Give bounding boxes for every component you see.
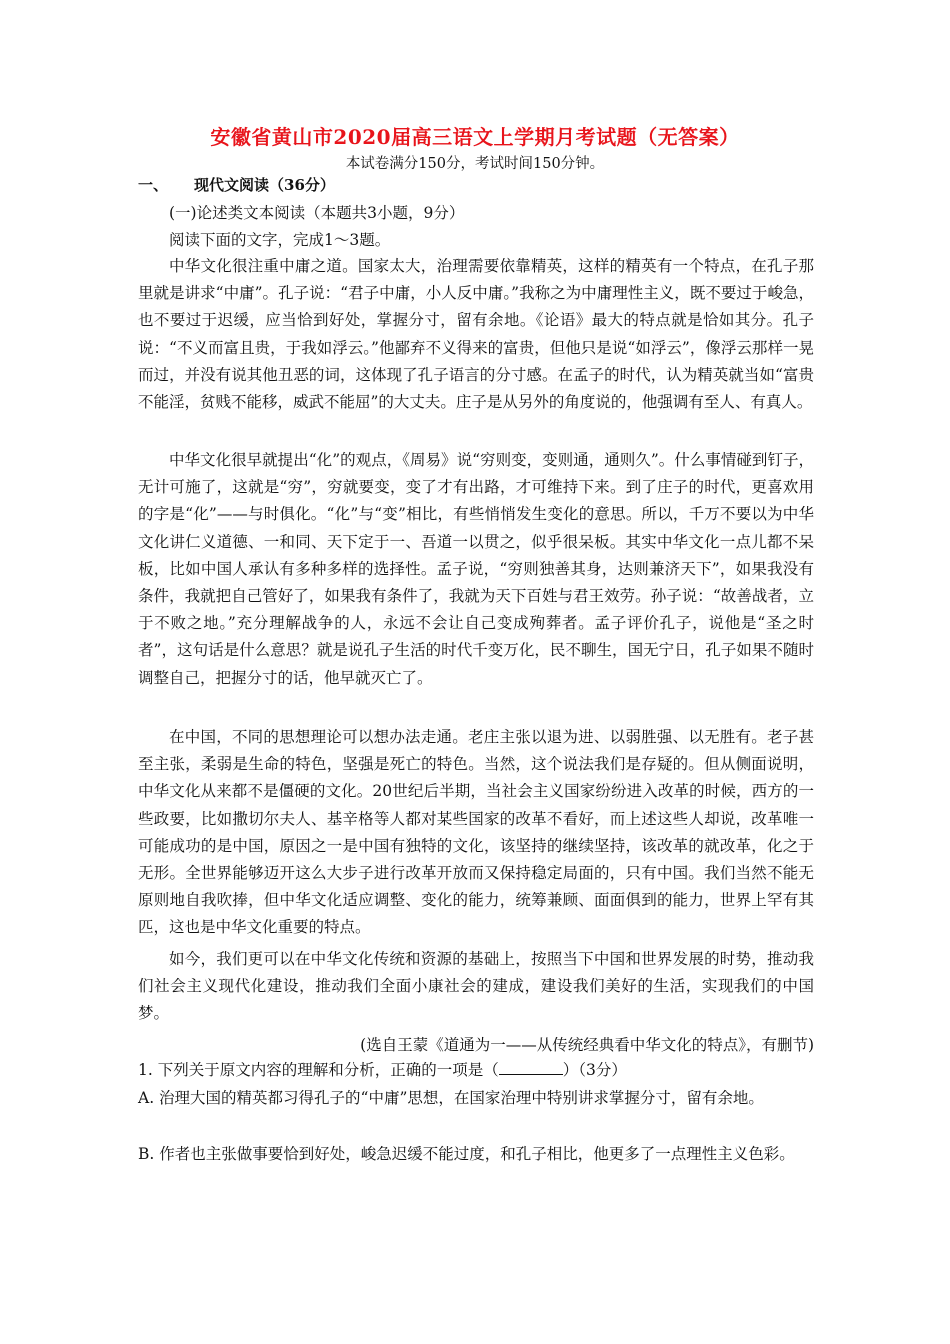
section-title: 现代文阅读（36分） — [194, 176, 335, 194]
passage-paragraph-1: 中华文化很注重中庸之道。国家太大，治理需要依靠精英，这样的精英有一个特点，在孔子那里就是讲求“中庸”。孔子说：“君子中庸，小人反中庸。”我称之为中庸理性主义，既不要过于峻急，也不要过于迟缓，应当恰到好处，掌握分寸，留有余地。《论语》最大的特点就是恰如其分。孔子说：“不义而富且贵，于我如浮云。”他鄙弃不义得来的富贵，但他只是说“如浮云”，像浮云那样一晃而过，并没有说其他丑恶的词，这体现了孔子语言的分寸感。在孟子的时代，认为精英就当如“富贵不能淫，贫贱不能移，威武不能屈”的大丈夫。庄子是从另外的角度说的，他强调有至人、有真人。 — [138, 257, 814, 412]
question-1-option-b: B. 作者也主张做事要恰到好处，峻急迟缓不能过度，和孔子相比，他更多了一点理性主义色彩。 — [138, 1145, 795, 1163]
answer-blank — [499, 1060, 563, 1075]
question-1-points: ）（3分） — [562, 1061, 627, 1079]
document-title: 安徽省黄山市2020届高三语文上学期月考试题（无答案） — [210, 125, 740, 149]
question-1-text: 1. 下列关于原文内容的理解和分析，正确的一项是（ — [138, 1061, 499, 1079]
passage-source: (选自王蒙《道通为一——从传统经典看中华文化的特点》，有删节) — [360, 1036, 814, 1054]
passage-paragraph-3: 在中国，不同的思想理论可以想办法走通。老庄主张以退为进、以弱胜强、以无胜有。老子甚至主张，柔弱是生命的特色，坚强是死亡的特色。当然，这个说法我们是存疑的。但从侧面说明，中华文化从来都不是僵硬的文化。20世纪后半期，当社会主义国家纷纷进入改革的时候，西方的一些政要，比如撒切尔夫人、基辛格等人都对某些国家的改革不看好，而上述这些人却说，改革唯一可能成功的是中国，原因之一是中国有独特的文化，该坚持的继续坚持，该改革的就改革，化之于无形。全世界能够迈开这么大步子进行改革开放而又保持稳定局面的，只有中国。我们当然不能无原则地自我吹捧，但中华文化适应调整、变化的能力，统筹兼顾、面面俱到的能力，世界上罕有其匹，这也是中华文化重要的特点。 — [138, 728, 814, 937]
section-number: 一、 — [138, 176, 169, 194]
question-1-stem — [138, 1057, 814, 1084]
exam-info: 本试卷满分150分，考试时间150分钟。 — [345, 156, 605, 172]
passage-paragraph-4: 如今，我们更可以在中华文化传统和资源的基础上，按照当下中国和世界发展的时势，推动我们社会主义现代化建设，推动我们全面小康社会的建成，建设我们美好的生活，实现我们的中国梦。 — [138, 950, 814, 1023]
subsection-heading: (一)论述类文本阅读（本题共3小题，9分） — [169, 204, 465, 222]
section-heading — [138, 174, 335, 195]
question-1-option-a: A. 治理大国的精英都习得孔子的“中庸”思想，在国家治理中特别讲求掌握分寸，留有余地。 — [138, 1089, 764, 1107]
passage-paragraph-2: 中华文化很早就提出“化”的观点，《周易》说“穷则变，变则通，通则久”。什么事情碰到钉子，无计可施了，这就是“穷”，穷就要变，变了才有出路，才可维持下来。到了庄子的时代，更喜欢用的字是“化”——与时俱化。“化”与“变”相比，有些悄悄发生变化的意思。所以，千万不要以为中华文化讲仁义道德、一和同、天下定于一、吾道一以贯之，似乎很呆板。其实中华文化一点儿都不呆板，比如中国人承认有多种多样的选择性。孟子说，“穷则独善其身，达则兼济天下”，如果我没有条件，我就把自己管好了，如果我有条件了，我就为天下百姓与君王效劳。孙子说：“故善战者，立于不败之地。”充分理解战争的人，永远不会让自己变成殉葬者。孟子评价孔子，说他是“圣之时者”，这句话是什么意思？就是说孔子生活的时代千变万化，民不聊生，国无宁日，孔子如果不随时调整自己，把握分寸的话，他早就灭亡了。 — [138, 451, 814, 687]
reading-instruction: 阅读下面的文字，完成1～3题。 — [169, 231, 391, 249]
